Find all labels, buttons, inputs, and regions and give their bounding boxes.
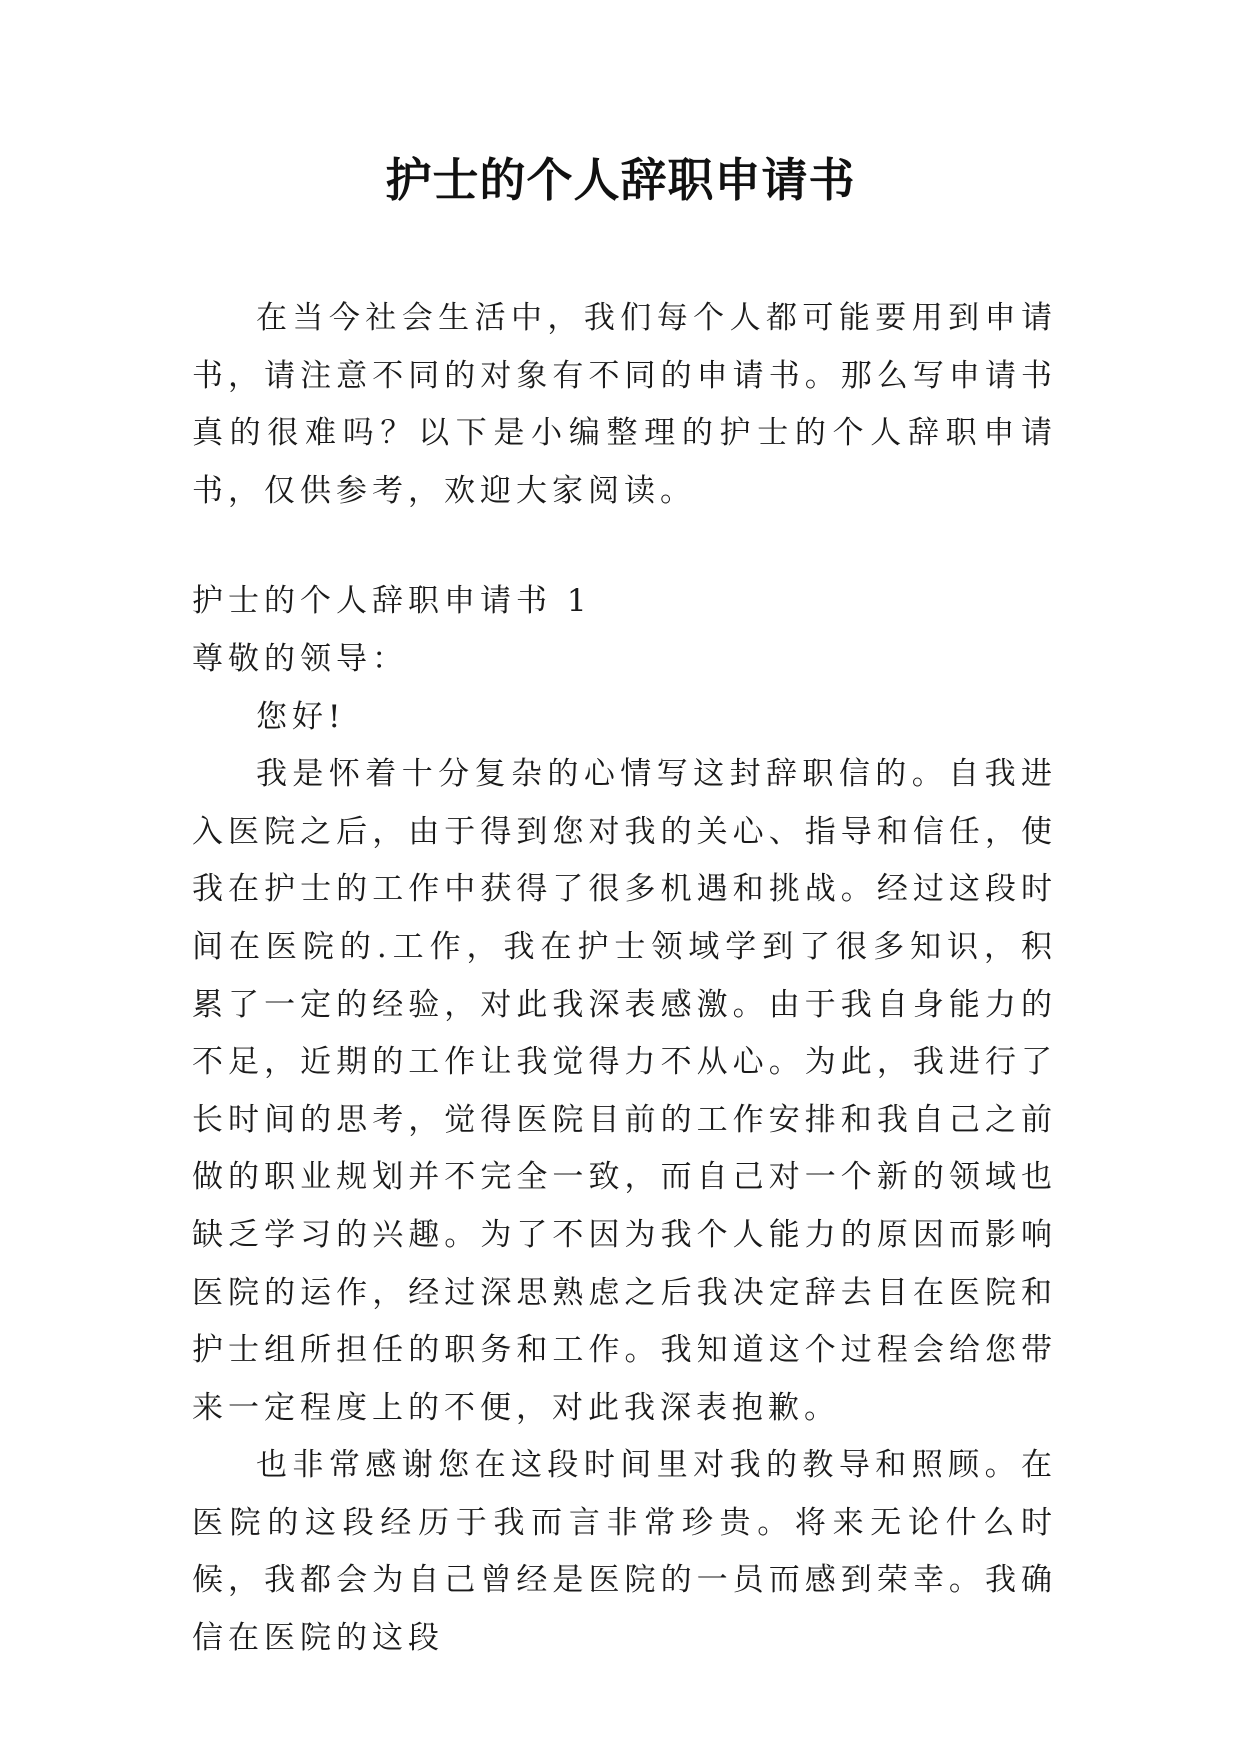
document-body [192,290,1057,1668]
intro-paragraph: 在当今社会生活中，我们每个人都可能要用到申请书，请注意不同的对象有不同的申请书。那么写申请书真的很难吗？以下是小编整理的护士的个人辞职申请书，仅供参考，欢迎大家阅读。 [192,300,1057,509]
document-title: 护士的个人辞职申请书 [385,153,856,207]
section-heading: 护士的个人辞职申请书 1 [192,583,592,620]
body-paragraph-1: 我是怀着十分复杂的心情写这封辞职信的。自我进入医院之后，由于得到您对我的关心、指导和信任，使我在护士的工作中获得了很多机遇和挑战。经过这段时间在医院的.工作，我在护士领域学到了很多知识，积累了一定的经验，对此我深表感激。由于我自身能力的不足，近期的工作让我觉得力不从心。为此，我进行了长时间的思考，觉得医院目前的工作安排和我自己之前做的职业规划并不完全一致，而自己对一个新的领域也缺乏学习的兴趣。为了不因为我个人能力的原因而影响医院的运作，经过深思熟虑之后我决定辞去目在医院和护士组所担任的职务和工作。我知道这个过程会给您带来一定程度上的不便，对此我深表抱歉。 [192,756,1057,1426]
greeting: 您好! [256,698,346,735]
salutation: 尊敬的领导： [192,640,408,677]
body-paragraph-2: 也非常感谢您在这段时间里对我的教导和照顾。在医院的这段经历于我而言非常珍贵。将来无论什么时候，我都会为自己曾经是医院的一员而感到荣幸。我确信在医院的这段 [192,1447,1057,1657]
